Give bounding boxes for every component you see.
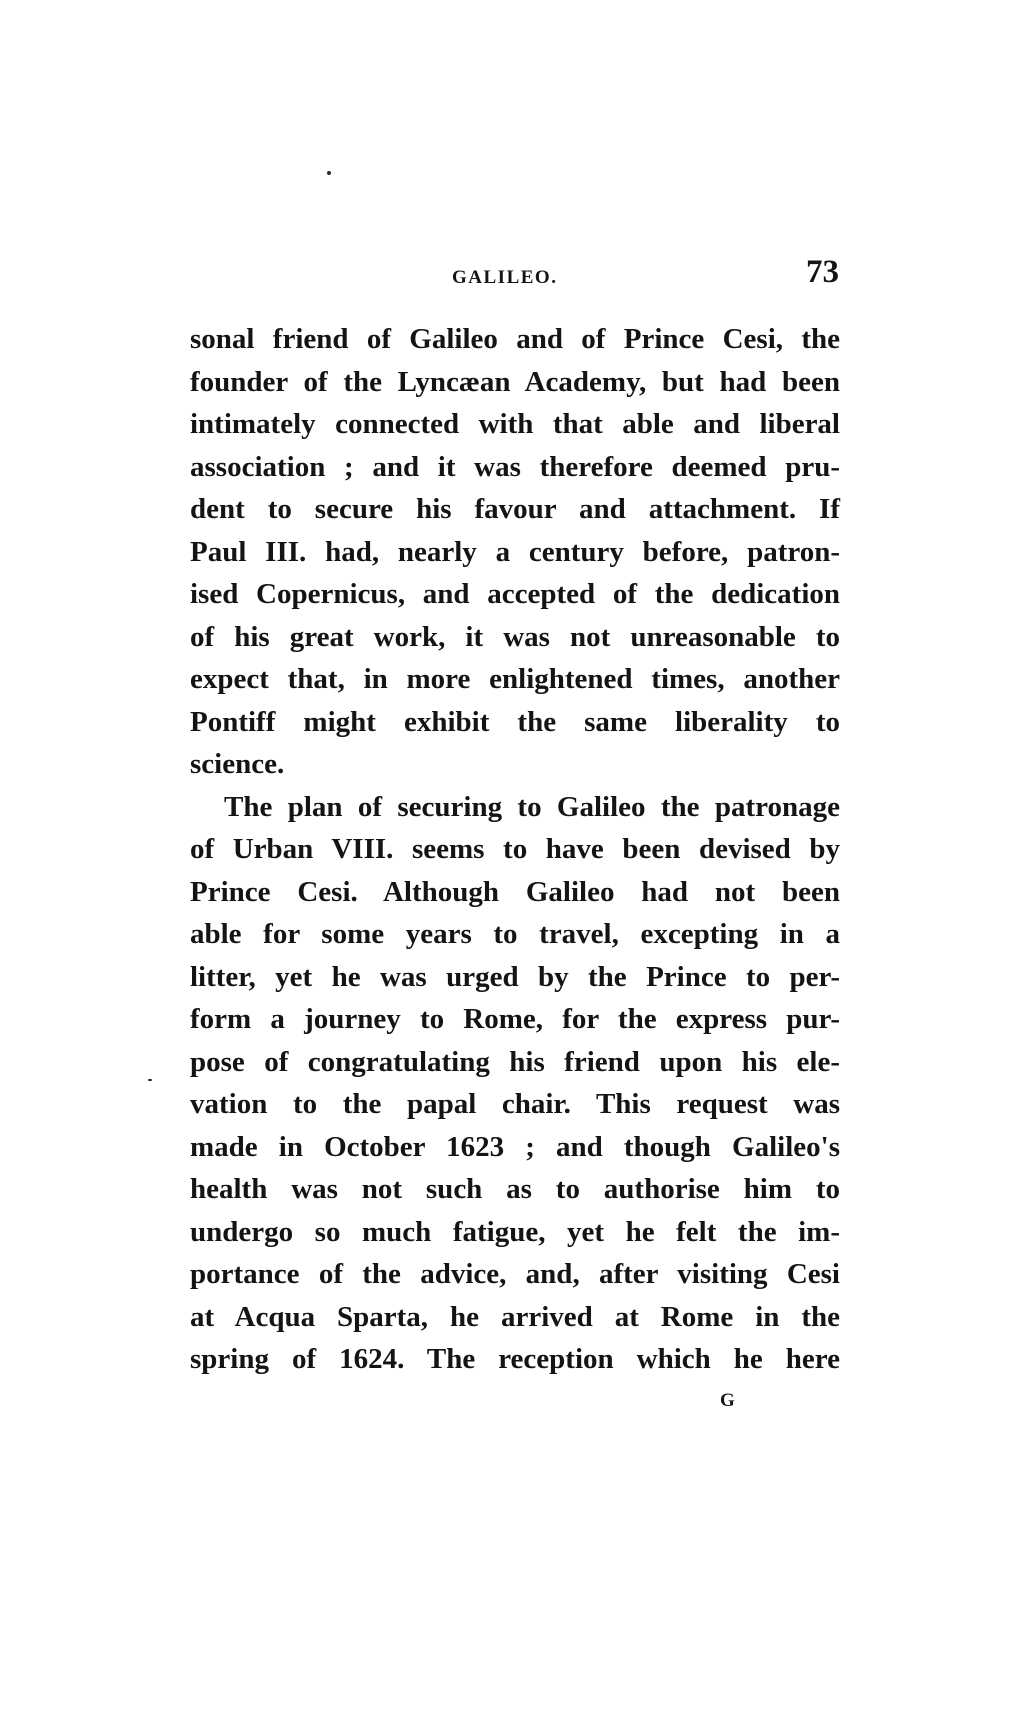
text-line: form a journey to Rome, for the express pur- [190, 1003, 840, 1035]
text-line: Paul III. had, nearly a century before, patron- [190, 535, 840, 568]
text-line: at Acqua Sparta, he arrived at Rome in the [190, 1300, 840, 1333]
text-line: of Urban VIII. seems to have been devised by [190, 833, 840, 865]
paragraph-start-line: The plan of securing to Galileo the patronage [224, 790, 840, 823]
text-line: portance of the advice, and, after visiting Cesi [190, 1258, 840, 1290]
text-line: undergo so much fatigue, yet he felt the im- [190, 1215, 840, 1248]
text-line: dent to secure his favour and attachment. If [190, 493, 840, 525]
text-line: made in October 1623 ; and though Galileo's [190, 1130, 840, 1163]
text-line: Pontiff might exhibit the same liberality to [190, 705, 840, 738]
running-head-title: GALILEO. [452, 267, 558, 288]
text-line: health was not such as to authorise him to [190, 1173, 840, 1205]
body-text [190, 318, 840, 1381]
text-line: founder of the Lyncæan Academy, but had been [190, 365, 840, 398]
text-line: ised Copernicus, and accepted of the dedication [190, 578, 840, 610]
signature-mark: G [720, 1390, 735, 1411]
text-line: of his great work, it was not unreasonable to [190, 620, 840, 653]
ink-speck [148, 1079, 152, 1081]
page-number: 73 [806, 254, 839, 290]
text-line: litter, yet he was urged by the Prince to per- [190, 960, 840, 993]
text-line: expect that, in more enlightened times, another [190, 663, 840, 695]
text-line: vation to the papal chair. This request was [190, 1088, 840, 1120]
text-line: spring of 1624. The reception which he here [190, 1343, 840, 1375]
text-line: association ; and it was therefore deemed pru- [190, 450, 840, 483]
text-line: intimately connected with that able and liberal [190, 408, 840, 440]
ink-speck [327, 171, 331, 175]
text-line: sonal friend of Galileo and of Prince Cesi, the [190, 323, 840, 355]
text-line: pose of congratulating his friend upon his ele- [190, 1045, 840, 1078]
running-head [190, 250, 840, 300]
text-line: able for some years to travel, excepting in a [190, 918, 840, 950]
paragraph-end-line: science. [190, 748, 285, 780]
text-line: Prince Cesi. Although Galileo had not been [190, 875, 840, 908]
